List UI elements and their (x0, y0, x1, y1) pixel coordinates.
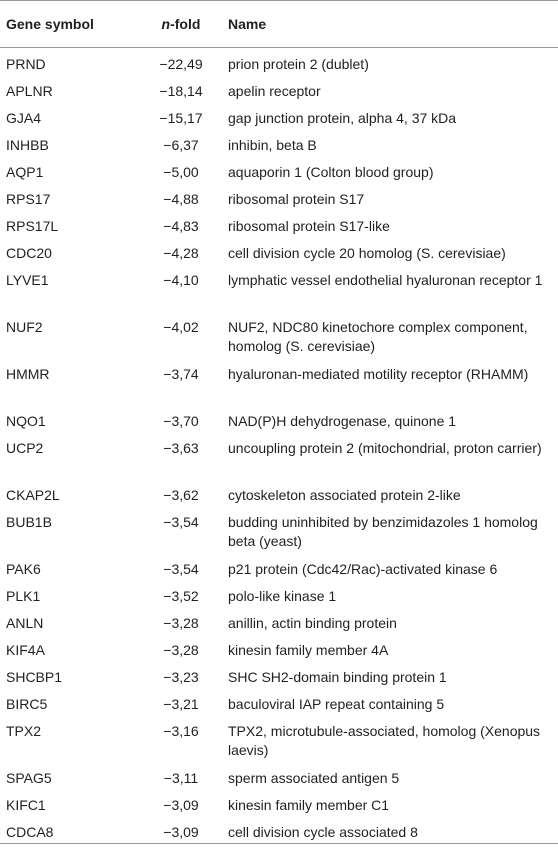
gene-symbol-cell: PLK1 (6, 588, 41, 604)
fold-cell: −3,16 (163, 723, 199, 739)
gene-name-cell: polo-like kinase 1 (228, 588, 337, 604)
fold-cell: −15,17 (159, 110, 203, 126)
gene-symbol-cell: APLNR (6, 83, 53, 99)
gene-name-cell: hyaluronan-mediated motility receptor (RHAMM) (228, 366, 529, 382)
gene-symbol-cell: UCP2 (6, 440, 44, 456)
gene-symbol-cell: CKAP2L (6, 487, 60, 503)
gene-symbol-cell: NQO1 (6, 413, 46, 429)
gene-symbol-cell: CDCA8 (0, 816, 134, 844)
header-name: Name (228, 1, 558, 48)
gene-name-cell: NAD(P)H dehydrogenase, quinone 1 (228, 413, 457, 429)
gene-name-cell: lymphatic vessel endothelial hyaluronan receptor 1 (228, 272, 543, 288)
gene-name-cell: cell division cycle 20 homolog (S. cerevisiae) (228, 245, 506, 261)
fold-cell: −3,54 (163, 514, 199, 530)
fold-cell: −3,23 (163, 669, 199, 685)
header-n-fold-rest: -fold (170, 16, 201, 32)
gene-name-cell: TPX2, microtubule-associated, homolog (Xenopus laevis) (228, 723, 541, 758)
fold-cell: −3,70 (163, 413, 199, 429)
gene-symbol-cell: RPS17L (6, 218, 59, 234)
gene-name-cell: budding uninhibited by benzimidazoles 1 homolog beta (yeast) (228, 514, 538, 549)
fold-cell: −4,88 (163, 191, 199, 207)
fold-cell: −3,52 (163, 588, 199, 604)
fold-cell: −3,74 (163, 366, 199, 382)
gene-symbol-cell: NUF2 (6, 319, 43, 335)
table-row (0, 816, 558, 844)
gene-symbol-cell: PAK6 (6, 561, 41, 577)
fold-cell: −4,83 (163, 218, 199, 234)
fold-cell: −3,28 (163, 642, 199, 658)
fold-cell: −4,02 (163, 319, 199, 335)
gene-name-cell: prion protein 2 (dublet) (228, 56, 369, 72)
header-row (0, 1, 558, 48)
fold-cell: −18,14 (159, 83, 203, 99)
gene-name-cell: ribosomal protein S17 (228, 191, 365, 207)
table-row (0, 634, 558, 661)
fold-cell: −3,09 (163, 797, 199, 813)
table-row (0, 311, 558, 358)
table-row (0, 506, 558, 553)
table-row (0, 48, 558, 76)
gene-symbol-cell: SPAG5 (6, 770, 52, 786)
gene-symbol-cell: CDC20 (6, 245, 52, 261)
gene-symbol-cell: TPX2 (6, 723, 42, 739)
table-row (0, 102, 558, 129)
table-row (0, 75, 558, 102)
table-row (0, 762, 558, 789)
gene-symbol-cell: LYVE1 (6, 272, 49, 288)
gene-name-cell: NUF2, NDC80 kinetochore complex component, homolog (S. cerevisiae) (228, 319, 528, 354)
fold-cell: −3,54 (163, 561, 199, 577)
gene-name-cell: apelin receptor (228, 83, 321, 99)
gene-name-cell: baculoviral IAP repeat containing 5 (228, 696, 445, 712)
gene-name-cell: ribosomal protein S17-like (228, 218, 390, 234)
fold-cell: −6,37 (163, 137, 199, 153)
gene-symbol-cell: ANLN (6, 615, 44, 631)
table-row (0, 210, 558, 237)
gene-name-cell: cytoskeleton associated protein 2-like (228, 487, 461, 503)
table-row (0, 405, 558, 432)
gene-name-cell: aquaporin 1 (Colton blood group) (228, 164, 434, 180)
fold-cell: −3,21 (163, 696, 199, 712)
table-row (0, 661, 558, 688)
fold-cell: −3,63 (163, 440, 199, 456)
header-gene-symbol: Gene symbol (0, 1, 134, 48)
fold-cell: −3,09 (134, 816, 228, 844)
gene-symbol-cell: RPS17 (6, 191, 51, 207)
fold-cell: −3,28 (163, 615, 199, 631)
gene-name-cell: kinesin family member C1 (228, 797, 390, 813)
gene-symbol-cell: KIFC1 (6, 797, 46, 813)
gene-name-cell: uncoupling protein 2 (mitochondrial, proton carrier) (228, 440, 542, 456)
table-row (0, 479, 558, 506)
fold-cell: −3,62 (163, 487, 199, 503)
gene-symbol-cell: INHBB (6, 137, 49, 153)
gene-name-cell: p21 protein (Cdc42/Rac)-activated kinase 6 (228, 561, 498, 577)
table-row (0, 607, 558, 634)
fold-cell: −4,10 (163, 272, 199, 288)
fold-cell: −22,49 (159, 56, 203, 72)
table-row (0, 553, 558, 580)
gene-symbol-cell: BIRC5 (6, 696, 48, 712)
gene-name-cell: anillin, actin binding protein (228, 615, 397, 631)
gene-symbol-cell: HMMR (6, 366, 50, 382)
table-row (0, 715, 558, 762)
table-row (0, 183, 558, 210)
gene-symbol-cell: KIF4A (6, 642, 45, 658)
gene-name-cell: SHC SH2-domain binding protein 1 (228, 669, 447, 685)
gene-symbol-cell: AQP1 (6, 164, 44, 180)
gene-name-cell: kinesin family member 4A (228, 642, 389, 658)
fold-cell: −3,11 (163, 770, 199, 786)
gene-name-cell: sperm associated antigen 5 (228, 770, 400, 786)
table-row (0, 789, 558, 816)
table-row (0, 432, 558, 479)
gene-symbol-cell: BUB1B (6, 514, 52, 530)
table-row (0, 580, 558, 607)
gene-name-cell: gap junction protein, alpha 4, 37 kDa (228, 110, 457, 126)
header-n-fold-italic: n (161, 16, 171, 32)
fold-cell: −5,00 (163, 164, 199, 180)
table-row (0, 156, 558, 183)
table-row (0, 688, 558, 715)
gene-name-cell: inhibin, beta B (228, 137, 317, 153)
table-row (0, 264, 558, 311)
table-row (0, 358, 558, 405)
header-n-fold (134, 1, 228, 48)
table-row (0, 129, 558, 156)
gene-symbol-cell: SHCBP1 (6, 669, 63, 685)
gene-name-cell: cell division cycle associated 8 (228, 816, 558, 844)
table-row (0, 237, 558, 264)
gene-symbol-cell: PRND (6, 56, 46, 72)
fold-cell: −4,28 (163, 245, 199, 261)
gene-symbol-cell: GJA4 (6, 110, 42, 126)
